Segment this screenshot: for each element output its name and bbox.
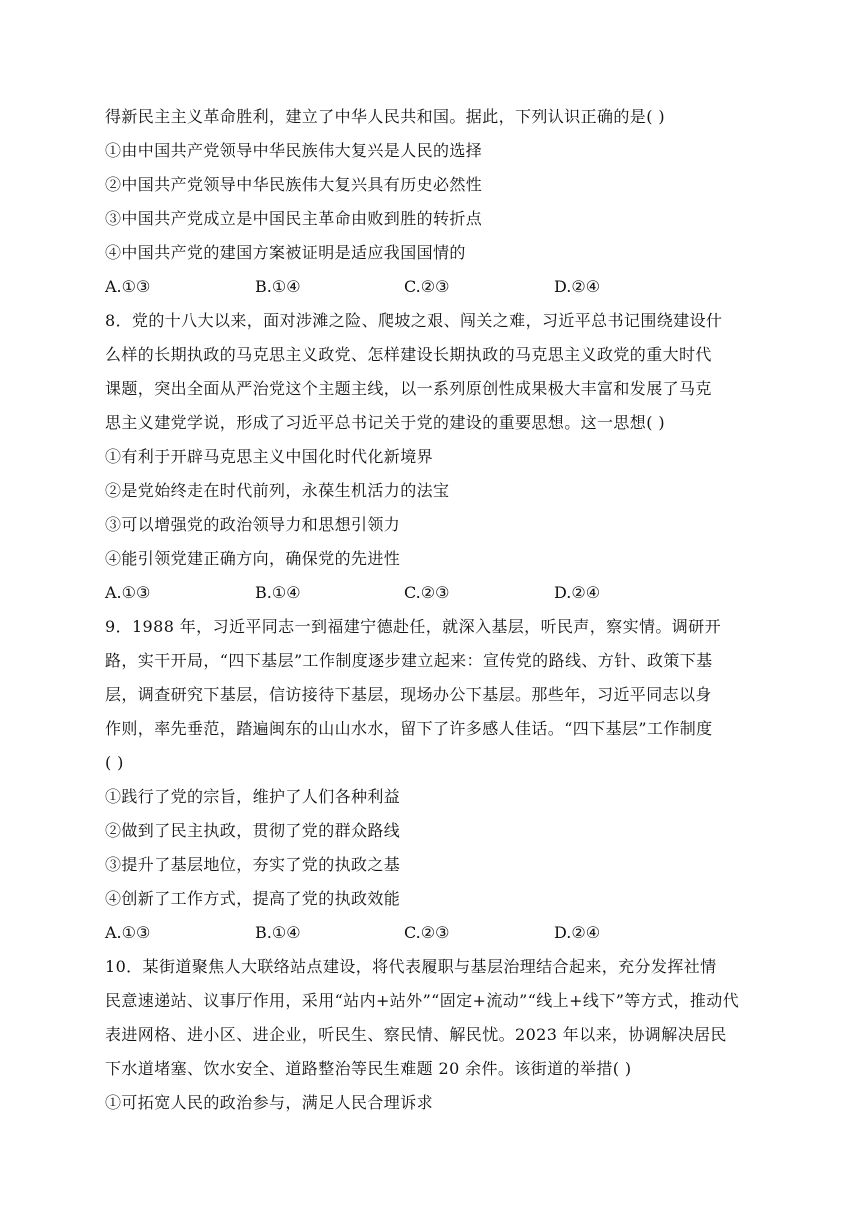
q8-stem-line-1: 8．党的十八大以来，面对涉滩之险、爬坡之艰、闯关之难，习近平总书记围绕建设什 xyxy=(105,311,723,330)
q8-statement-1: ①有利于开辟马克思主义中国化时代化新境界 xyxy=(105,447,434,466)
q10-stem-line-4: 下水道堵塞、饮水安全、道路整治等民生难题 20 余件。该街道的举措( ) xyxy=(105,1059,632,1078)
q10-stem-line-2: 民意速递站、议事厅作用，采用“站内+站外”“固定+流动”“线上+线下”等方式，推动代 xyxy=(105,991,740,1010)
q9-option-b: B.①④ xyxy=(255,923,301,942)
q7-option-d: D.②④ xyxy=(554,277,601,296)
q9-statement-1: ①践行了党的宗旨，维护了人们各种利益 xyxy=(105,787,401,806)
q8-option-d: D.②④ xyxy=(554,583,601,602)
q9-stem-line-5: ( ) xyxy=(105,753,124,772)
q9-stem-line-1: 9．1988 年，习近平同志一到福建宁德赴任，就深入基层，听民声，察实情。调研开 xyxy=(105,617,721,636)
q8-stem-line-2: 么样的长期执政的马克思主义政党、怎样建设长期执政的马克思主义政党的重大时代 xyxy=(105,345,712,364)
q8-option-b: B.①④ xyxy=(255,583,301,602)
q7-statement-1: ①由中国共产党领导中华民族伟大复兴是人民的选择 xyxy=(105,141,483,160)
q9-option-a: A.①③ xyxy=(105,923,151,942)
q7-option-b: B.①④ xyxy=(255,277,301,296)
q7-statement-4: ④中国共产党的建国方案被证明是适应我国国情的 xyxy=(105,243,466,262)
q9-statement-3: ③提升了基层地位，夯实了党的执政之基 xyxy=(105,855,401,874)
q8-statement-4: ④能引领党建正确方向，确保党的先进性 xyxy=(105,549,401,568)
q9-statement-4: ④创新了工作方式，提高了党的执政效能 xyxy=(105,889,401,908)
q8-statement-3: ③可以增强党的政治领导力和思想引领力 xyxy=(105,515,401,534)
q7-option-a: A.①③ xyxy=(105,277,151,296)
q10-stem-line-3: 表进网格、进小区、进企业，听民生、察民情、解民忧。2023 年以来，协调解决居民 xyxy=(105,1025,727,1044)
q8-stem-line-4: 思主义建党学说，形成了习近平总书记关于党的建设的重要思想。这一思想( ) xyxy=(105,413,665,432)
q9-stem-line-3: 层，调查研究下基层，信访接待下基层，现场办公下基层。那些年，习近平同志以身 xyxy=(105,685,712,704)
q7-options xyxy=(105,270,760,304)
q8-stem-line-3: 课题，突出全面从严治党这个主题主线，以一系列原创性成果极大丰富和发展了马克 xyxy=(105,379,712,398)
q8-option-a: A.①③ xyxy=(105,583,151,602)
q7-option-c: C.②③ xyxy=(404,277,450,296)
q7-statement-2: ②中国共产党领导中华民族伟大复兴具有历史必然性 xyxy=(105,175,483,194)
q9-stem-line-2: 路，实干开局，“四下基层”工作制度逐步建立起来：宣传党的路线、方针、政策下基 xyxy=(105,651,713,670)
q8-options xyxy=(105,576,760,610)
q7-statement-3: ③中国共产党成立是中国民主革命由败到胜的转折点 xyxy=(105,209,483,228)
q8-statement-2: ②是党始终走在时代前列，永葆生机活力的法宝 xyxy=(105,481,450,500)
q10-statement-1: ①可拓宽人民的政治参与，满足人民合理诉求 xyxy=(105,1093,434,1112)
q9-options xyxy=(105,916,760,950)
q9-statement-2: ②做到了民主执政，贯彻了党的群众路线 xyxy=(105,821,401,840)
q9-stem-line-4: 作则，率先垂范，踏遍闽东的山山水水，留下了许多感人佳话。“四下基层”工作制度 xyxy=(105,719,713,738)
q9-option-c: C.②③ xyxy=(404,923,450,942)
q10-stem-line-1: 10．某街道聚焦人大联络站点建设，将代表履职与基层治理结合起来，充分发挥社情 xyxy=(105,957,717,976)
exam-page xyxy=(105,100,760,1120)
q7-stem-tail: 得新民主主义革命胜利，建立了中华人民共和国。据此，下列认识正确的是( ) xyxy=(105,107,665,126)
q9-option-d: D.②④ xyxy=(554,923,601,942)
q8-option-c: C.②③ xyxy=(404,583,450,602)
